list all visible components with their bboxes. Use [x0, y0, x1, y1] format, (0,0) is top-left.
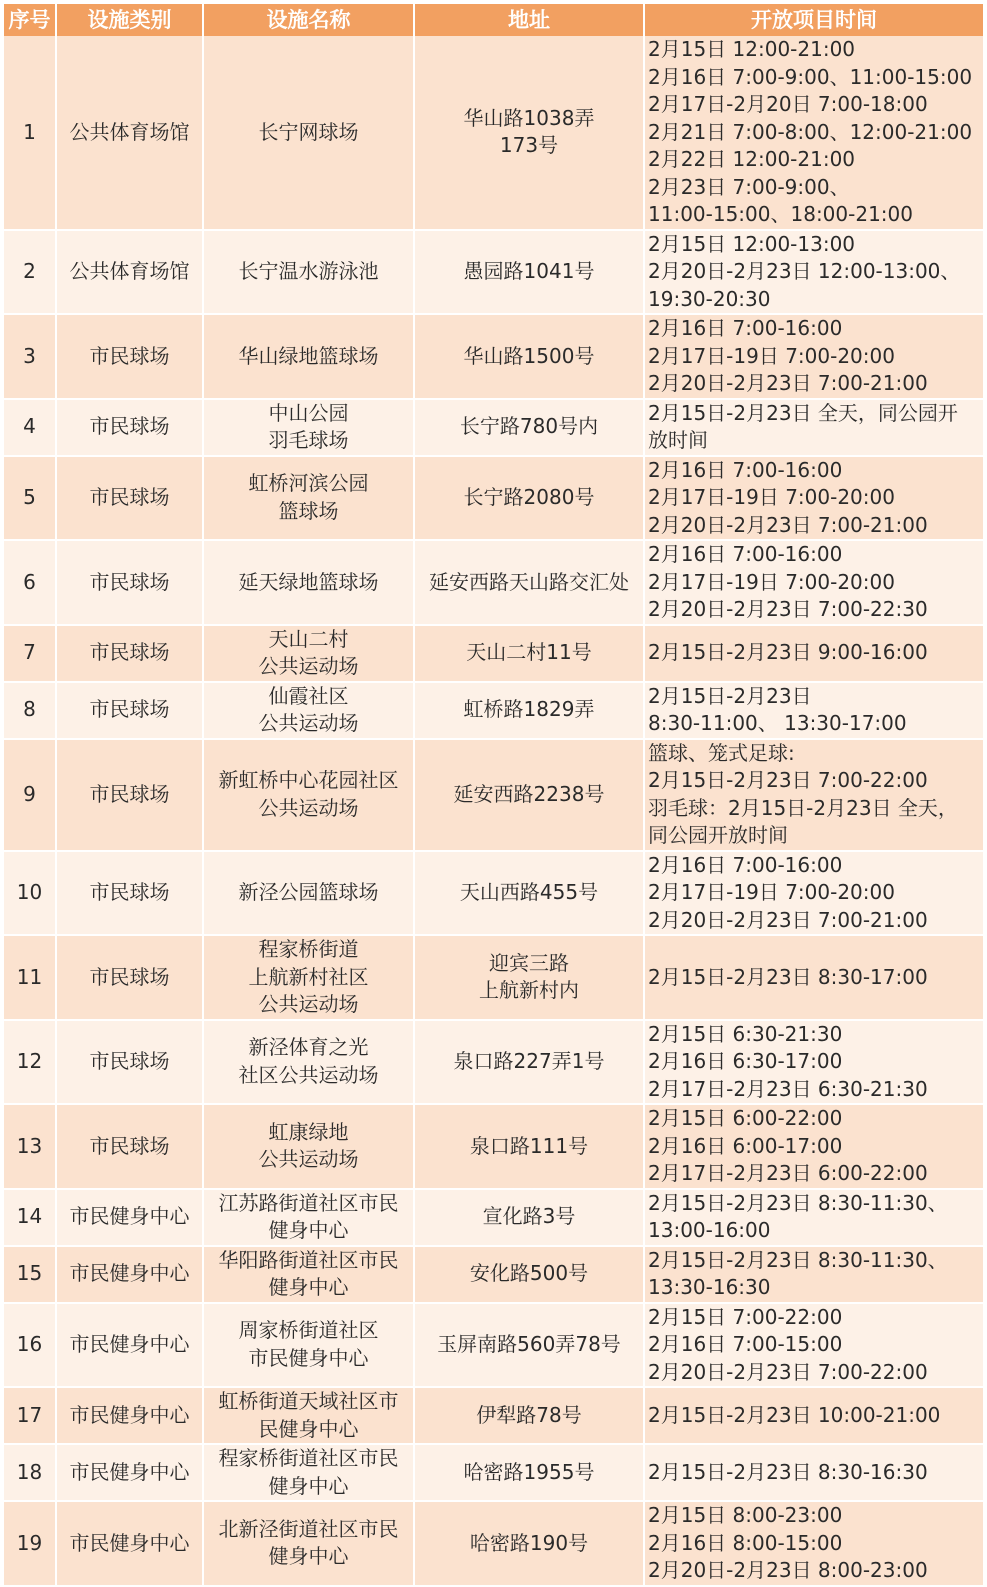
- table-row: [4, 682, 984, 739]
- cell-name: 虹桥河滨公园 篮球场: [203, 456, 414, 541]
- cell-address: 华山路1038弄 173号: [414, 36, 644, 230]
- header-no: 序号: [4, 4, 56, 36]
- cell-address: 安化路500号: [414, 1246, 644, 1303]
- cell-name: 虹康绿地 公共运动场: [203, 1104, 414, 1189]
- cell-name: 延天绿地篮球场: [203, 540, 414, 625]
- table-row: [4, 314, 984, 399]
- cell-name: 程家桥街道社区市民 健身中心: [203, 1444, 414, 1501]
- cell-time: 2月15日 8:00-23:00 2月16日 8:00-15:00 2月20日-2月23日 8:00-23:00: [644, 1501, 984, 1586]
- cell-no: 12: [4, 1020, 56, 1105]
- cell-address: 哈密路1955号: [414, 1444, 644, 1501]
- cell-time: 2月15日-2月23日 8:30-17:00: [644, 935, 984, 1020]
- cell-name: 新泾公园篮球场: [203, 851, 414, 936]
- cell-address: 天山西路455号: [414, 851, 644, 936]
- cell-no: 10: [4, 851, 56, 936]
- cell-address: 伊犁路78号: [414, 1387, 644, 1444]
- cell-name: 华阳路街道社区市民 健身中心: [203, 1246, 414, 1303]
- table-row: [4, 1444, 984, 1501]
- cell-category: 市民健身中心: [56, 1303, 203, 1388]
- cell-no: 3: [4, 314, 56, 399]
- table-row: [4, 935, 984, 1020]
- cell-category: 市民健身中心: [56, 1501, 203, 1586]
- cell-category: 市民健身中心: [56, 1246, 203, 1303]
- cell-category: 市民球场: [56, 682, 203, 739]
- cell-time: 2月15日-2月23日 8:30-11:30、 13:00-16:00: [644, 1189, 984, 1246]
- table-row: [4, 1189, 984, 1246]
- cell-category: 市民健身中心: [56, 1387, 203, 1444]
- cell-category: 公共体育场馆: [56, 36, 203, 230]
- cell-category: 市民球场: [56, 739, 203, 851]
- cell-time: 2月15日 6:00-22:00 2月16日 6:00-17:00 2月17日-2月23日 6:00-22:00: [644, 1104, 984, 1189]
- cell-name: 北新泾街道社区市民 健身中心: [203, 1501, 414, 1586]
- cell-time: 篮球、笼式足球: 2月15日-2月23日 7:00-22:00 羽毛球：2月15日-2月23日 全天， 同公园开放时间: [644, 739, 984, 851]
- table-row: [4, 1501, 984, 1586]
- cell-no: 1: [4, 36, 56, 230]
- cell-category: 市民健身中心: [56, 1444, 203, 1501]
- cell-time: 2月15日 12:00-21:00 2月16日 7:00-9:00、11:00-15:00 2月17日-2月20日 7:00-18:00 2月21日 7:00-8:00、12:00-21:00 2月22日 12:00-21:00 2月23日 7:00-9:00、 11:00-15:00、18:00-21:00: [644, 36, 984, 230]
- cell-time: 2月15日-2月23日 8:30-16:30: [644, 1444, 984, 1501]
- header-time: 开放项目时间: [644, 4, 984, 36]
- cell-no: 9: [4, 739, 56, 851]
- table-row: [4, 1387, 984, 1444]
- cell-time: 2月16日 7:00-16:00 2月17日-19日 7:00-20:00 2月20日-2月23日 7:00-22:30: [644, 540, 984, 625]
- cell-category: 市民健身中心: [56, 1189, 203, 1246]
- cell-address: 宣化路3号: [414, 1189, 644, 1246]
- cell-no: 16: [4, 1303, 56, 1388]
- header-name: 设施名称: [203, 4, 414, 36]
- cell-name: 仙霞社区 公共运动场: [203, 682, 414, 739]
- table-body: [4, 36, 984, 1586]
- header-address: 地址: [414, 4, 644, 36]
- cell-time: 2月15日-2月23日 9:00-16:00: [644, 625, 984, 682]
- cell-address: 泉口路111号: [414, 1104, 644, 1189]
- cell-time: 2月15日 7:00-22:00 2月16日 7:00-15:00 2月20日-2月23日 7:00-22:00: [644, 1303, 984, 1388]
- cell-no: 6: [4, 540, 56, 625]
- cell-category: 市民球场: [56, 456, 203, 541]
- cell-address: 哈密路190号: [414, 1501, 644, 1586]
- cell-no: 14: [4, 1189, 56, 1246]
- cell-name: 天山二村 公共运动场: [203, 625, 414, 682]
- facility-schedule-table: [4, 4, 985, 1587]
- table-row: [4, 36, 984, 230]
- cell-time: 2月15日 6:30-21:30 2月16日 6:30-17:00 2月17日-2月23日 6:30-21:30: [644, 1020, 984, 1105]
- cell-address: 天山二村11号: [414, 625, 644, 682]
- table-row: [4, 1303, 984, 1388]
- table-row: [4, 1020, 984, 1105]
- cell-name: 周家桥街道社区 市民健身中心: [203, 1303, 414, 1388]
- cell-address: 延安西路天山路交汇处: [414, 540, 644, 625]
- cell-time: 2月16日 7:00-16:00 2月17日-19日 7:00-20:00 2月20日-2月23日 7:00-21:00: [644, 456, 984, 541]
- cell-time: 2月15日-2月23日 全天，同公园开 放时间: [644, 399, 984, 456]
- cell-name: 江苏路街道社区市民 健身中心: [203, 1189, 414, 1246]
- table-row: [4, 230, 984, 315]
- cell-address: 虹桥路1829弄: [414, 682, 644, 739]
- cell-no: 18: [4, 1444, 56, 1501]
- table-row: [4, 540, 984, 625]
- table-header-row: [4, 4, 984, 36]
- cell-category: 市民球场: [56, 1104, 203, 1189]
- cell-time: 2月15日 12:00-13:00 2月20日-2月23日 12:00-13:00、 19:30-20:30: [644, 230, 984, 315]
- cell-category: 市民球场: [56, 314, 203, 399]
- cell-name: 中山公园 羽毛球场: [203, 399, 414, 456]
- cell-name: 长宁温水游泳池: [203, 230, 414, 315]
- cell-address: 迎宾三路 上航新村内: [414, 935, 644, 1020]
- table-row: [4, 1246, 984, 1303]
- cell-address: 泉口路227弄1号: [414, 1020, 644, 1105]
- cell-category: 市民球场: [56, 935, 203, 1020]
- table-row: [4, 399, 984, 456]
- table-row: [4, 456, 984, 541]
- cell-time: 2月16日 7:00-16:00 2月17日-19日 7:00-20:00 2月20日-2月23日 7:00-21:00: [644, 851, 984, 936]
- cell-time: 2月15日-2月23日 8:30-11:30、 13:30-16:30: [644, 1246, 984, 1303]
- cell-time: 2月15日-2月23日 8:30-11:00、 13:30-17:00: [644, 682, 984, 739]
- cell-name: 华山绿地篮球场: [203, 314, 414, 399]
- cell-name: 长宁网球场: [203, 36, 414, 230]
- table-row: [4, 625, 984, 682]
- cell-address: 延安西路2238号: [414, 739, 644, 851]
- cell-no: 5: [4, 456, 56, 541]
- cell-category: 公共体育场馆: [56, 230, 203, 315]
- facility-table-container: [4, 4, 984, 1587]
- cell-no: 19: [4, 1501, 56, 1586]
- cell-no: 2: [4, 230, 56, 315]
- cell-category: 市民球场: [56, 625, 203, 682]
- cell-no: 7: [4, 625, 56, 682]
- header-category: 设施类别: [56, 4, 203, 36]
- table-row: [4, 739, 984, 851]
- cell-name: 新虹桥中心花园社区 公共运动场: [203, 739, 414, 851]
- cell-name: 程家桥街道 上航新村社区 公共运动场: [203, 935, 414, 1020]
- cell-address: 玉屏南路560弄78号: [414, 1303, 644, 1388]
- cell-name: 新泾体育之光 社区公共运动场: [203, 1020, 414, 1105]
- cell-time: 2月16日 7:00-16:00 2月17日-19日 7:00-20:00 2月20日-2月23日 7:00-21:00: [644, 314, 984, 399]
- table-row: [4, 851, 984, 936]
- cell-no: 15: [4, 1246, 56, 1303]
- cell-address: 长宁路2080号: [414, 456, 644, 541]
- cell-category: 市民球场: [56, 540, 203, 625]
- cell-no: 8: [4, 682, 56, 739]
- cell-address: 长宁路780号内: [414, 399, 644, 456]
- cell-no: 11: [4, 935, 56, 1020]
- cell-no: 4: [4, 399, 56, 456]
- cell-no: 17: [4, 1387, 56, 1444]
- table-row: [4, 1104, 984, 1189]
- cell-name: 虹桥街道天域社区市 民健身中心: [203, 1387, 414, 1444]
- cell-category: 市民球场: [56, 1020, 203, 1105]
- cell-category: 市民球场: [56, 399, 203, 456]
- cell-address: 华山路1500号: [414, 314, 644, 399]
- cell-category: 市民球场: [56, 851, 203, 936]
- cell-address: 愚园路1041号: [414, 230, 644, 315]
- cell-time: 2月15日-2月23日 10:00-21:00: [644, 1387, 984, 1444]
- cell-no: 13: [4, 1104, 56, 1189]
